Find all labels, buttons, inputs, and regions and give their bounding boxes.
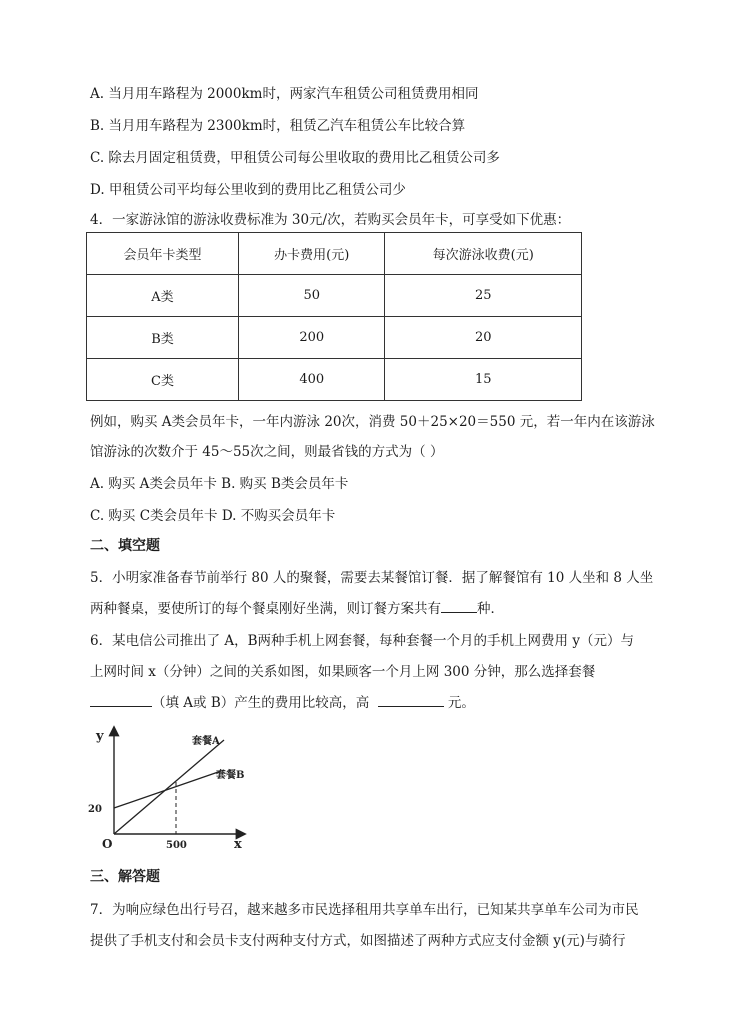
table-row (87, 275, 582, 317)
q6-line3-end: 元。 (447, 695, 475, 711)
q4-option-cd: C. 购买 C类会员年卡 D. 不购买会员年卡 (90, 508, 336, 524)
table-cell: 25 (385, 275, 582, 317)
table-cell: 15 (385, 359, 582, 401)
table-cell: C类 (87, 359, 239, 401)
table-row (87, 317, 582, 359)
plan-a-label: 套餐A (192, 736, 220, 747)
table-cell: A类 (87, 275, 239, 317)
plan-b-label: 套餐B (216, 770, 245, 781)
table-cell: 200 (238, 317, 384, 359)
plan-b-line (114, 770, 224, 808)
q7-line2: 提供了手机支付和会员卡支付两种支付方式，如图描述了两种方式应支付金额 y(元)与骑行 (90, 933, 626, 949)
y-tick-label: 20 (88, 804, 102, 815)
q4-example-line1: 例如，购买 A类会员年卡，一年内游泳 20次，消费 50＋25×20＝550 元，若一年内在该游泳 (90, 414, 655, 430)
membership-fee-table (86, 232, 582, 401)
section-title-fill-in: 二、填空题 (90, 538, 160, 554)
table-cell: 400 (238, 359, 384, 401)
q3-option-a: A. 当月用车路程为 2000km时，两家汽车租赁公司租赁费用相同 (90, 86, 479, 102)
plan-cost-graph (84, 722, 254, 852)
q5-line2 (90, 597, 504, 617)
table-header: 每次游泳收费(元) (385, 233, 582, 275)
x-tick-label: 500 (166, 840, 187, 851)
plan-a-line (114, 740, 224, 834)
x-axis-label: x (234, 837, 242, 852)
q3-option-d: D. 甲租赁公司平均每公里收到的费用比乙租赁公司少 (90, 182, 406, 198)
q3-option-c: C. 除去月固定租赁费，甲租赁公司每公里收取的费用比乙租赁公司多 (90, 150, 500, 166)
q6-line1: 6．某电信公司推出了 A，B两种手机上网套餐，每种套餐一个月的手机上网费用 y（元）与 (90, 633, 634, 649)
q6-line3-middle: （填 A或 B）产生的费用比较高，高 (152, 695, 370, 711)
q6-line2: 上网时间 x（分钟）之间的关系如图，如果顾客一个月上网 300 分钟，那么选择套餐 (90, 664, 596, 680)
table-header: 会员年卡类型 (87, 233, 239, 275)
q3-option-b: B. 当月用车路程为 2300km时，租赁乙汽车租赁公车比较合算 (90, 118, 466, 134)
q7-line1: 7．为响应绿色出行号召，越来越多市民选择租用共享单车出行，已知某共享单车公司为市民 (90, 902, 639, 918)
table-header: 办卡费用(元) (238, 233, 384, 275)
table-cell: B类 (87, 317, 239, 359)
q4-option-ab: A. 购买 A类会员年卡 B. 购买 B类会员年卡 (90, 476, 349, 492)
table-cell: 20 (385, 317, 582, 359)
table-cell: 50 (238, 275, 384, 317)
q5-text-after-blank: 种． (477, 601, 504, 617)
y-axis-label: y (96, 729, 104, 744)
q4-stem: 4．一家游泳馆的游泳收费标准为 30元/次，若购买会员年卡，可享受如下优惠： (90, 212, 571, 228)
q4-example-line2: 馆游泳的次数介于 45～55次之间，则最省钱的方式为（ ） (90, 444, 444, 460)
q6-plan-blank[interactable] (90, 692, 152, 707)
q5-text-before-blank: 两种餐桌，要使所订的每个餐桌刚好坐满，则订餐方案共有 (90, 601, 441, 617)
q6-line3 (90, 691, 475, 711)
table-header-row (87, 233, 582, 275)
q6-amount-blank[interactable] (378, 692, 444, 707)
section-title-solve: 三、解答题 (90, 869, 160, 885)
table-row (87, 359, 582, 401)
q5-answer-blank[interactable] (441, 598, 477, 613)
q5-line1: 5．小明家准备春节前举行 80 人的聚餐，需要去某餐馆订餐．据了解餐馆有 10 人坐和 8 人坐 (90, 570, 654, 586)
origin-label: O (102, 837, 113, 851)
